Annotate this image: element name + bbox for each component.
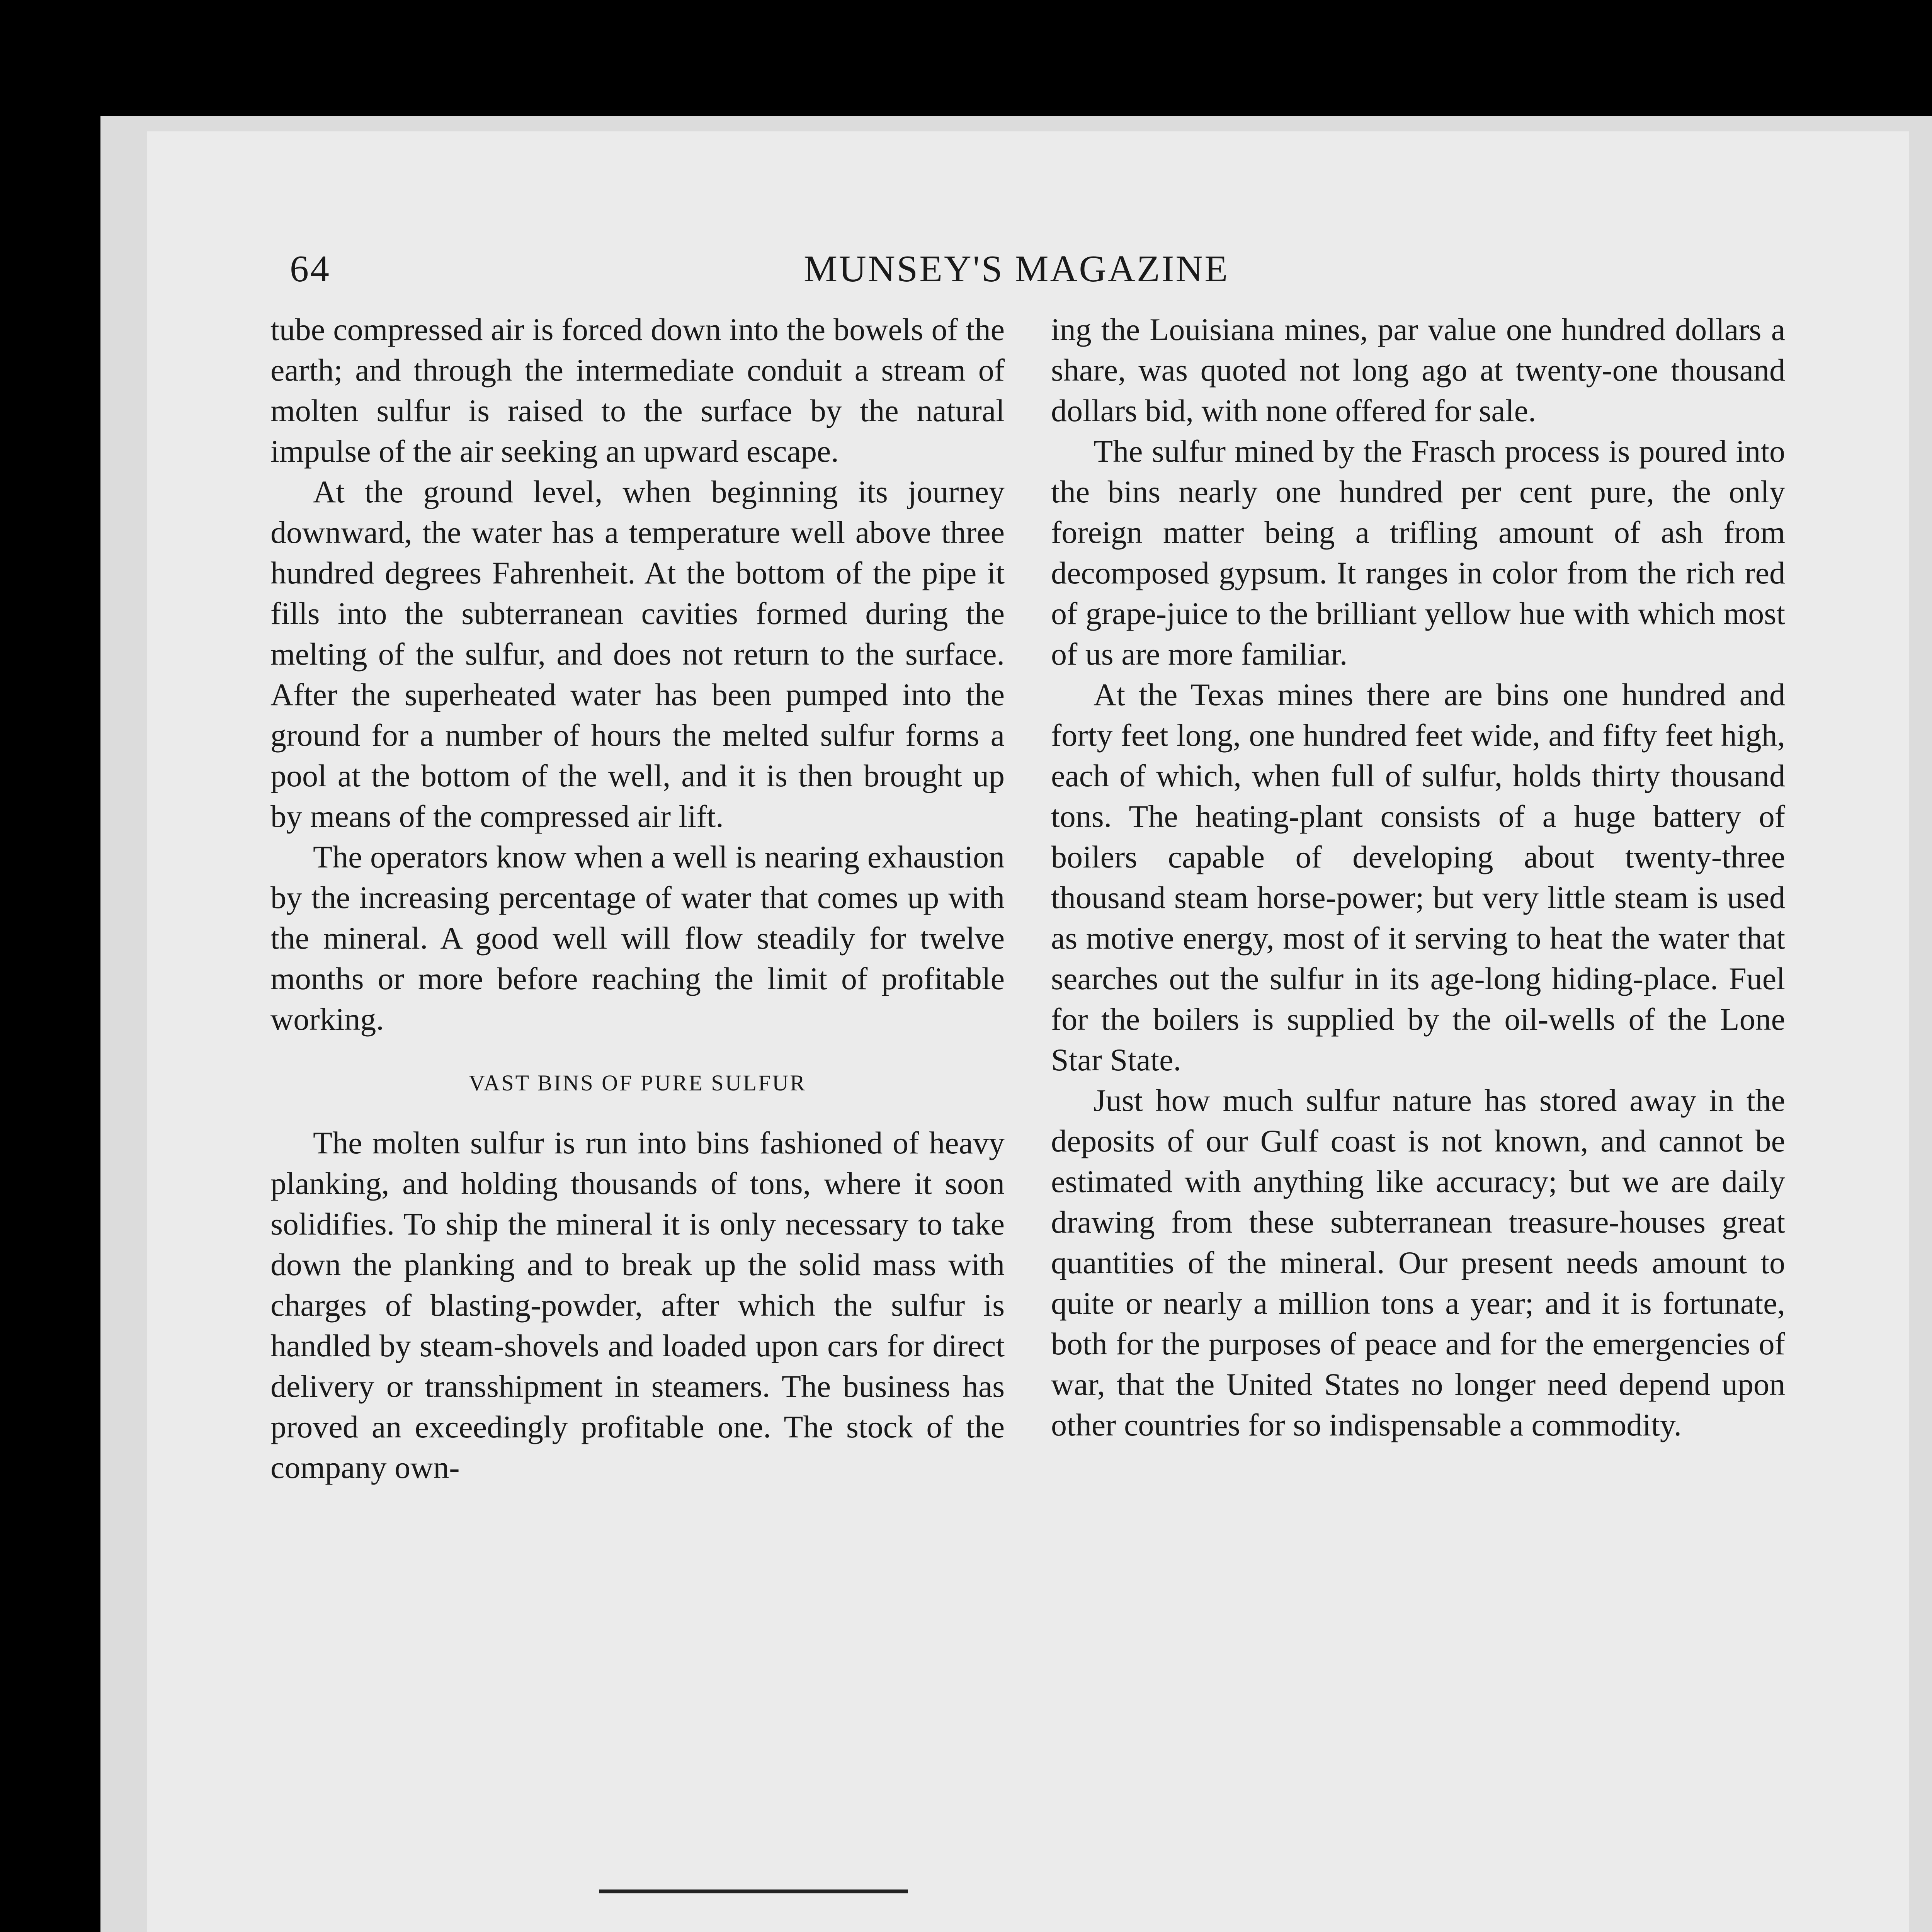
running-head: [270, 247, 1816, 309]
article-columns: [270, 309, 1816, 1924]
section-divider: [599, 1889, 908, 1893]
section-heading: VAST BINS OF PURE SULFUR: [469, 1070, 806, 1095]
paragraph: tube compressed air is forced down into the bowels of the earth; and through the intermediate conduit a stream of molten sulfur is raised to the surface by the natural impulse of the air seeking an upward escape.: [270, 312, 1005, 469]
right-column: [1051, 309, 1785, 1445]
paragraph: The sulfur mined by the Frasch process is poured into the bins nearly one hundred per cent pure, the only foreign matter being a trifling amount of ash from decomposed gypsum. It ranges in color from the rich red of grape-juice to the brilliant yellow hue with which most of us are more familiar.: [1051, 434, 1785, 672]
page-content: [270, 247, 1816, 1924]
left-column: [270, 309, 1005, 1488]
magazine-title: MUNSEY'S MAGAZINE: [804, 248, 1230, 290]
paragraph: The molten sulfur is run into bins fashioned of heavy planking, and holding thousands of tons, where it soon solidifies. To ship the mineral it is only necessary to take down the planking and to break up the solid mass with charges of blasting-powder, after which the sulfur is handled by steam-shovels and loaded upon cars for direct delivery or transshipment in steamers. The business has proved an exceedingly profitable one. The stock of the company own-: [270, 1125, 1005, 1485]
paragraph: At the Texas mines there are bins one hundred and forty feet long, one hundred feet wide, and fifty feet high, each of which, when full of sulfur, holds thirty thousand tons. The heating-plant consists of a huge battery of boilers capable of developing about twenty-three thousand steam horse-power; but very little steam is used as motive energy, most of it serving to heat the water that searches out the sulfur in its age-long hiding-place. Fuel for the boilers is supplied by the oil-wells of the Lone Star State.: [1051, 677, 1785, 1077]
paragraph: The operators know when a well is nearing exhaustion by the increasing percentage of water that comes up with the mineral. A good well will flow steadily for twelve months or more before reaching the limit of profitable working.: [270, 839, 1005, 1037]
paragraph: Just how much sulfur nature has stored away in the deposits of our Gulf coast is not known, and cannot be estimated with anything like accuracy; but we are daily drawing from these subterranean treasure-houses great quantities of the mineral. Our present needs amount to quite or nearly a million tons a year; and it is fortunate, both for the purposes of peace and for the emergencies of war, that the United States no longer need depend upon other countries for so indispensable a commodity.: [1051, 1083, 1785, 1442]
paragraph: At the ground level, when beginning its journey downward, the water has a temperature well above three hundred degrees Fahrenheit. At the bottom of the pipe it fills into the subterranean cavities formed during the melting of the sulfur, and does not return to the surface. After the superheated water has been pumped into the ground for a number of hours the melted sulfur forms a pool at the bottom of the well, and it is then brought up by means of the compressed air lift.: [270, 474, 1005, 834]
paragraph: ing the Louisiana mines, par value one hundred dollars a share, was quoted not long ago at twenty-one thousand dollars bid, with none offered for sale.: [1051, 312, 1785, 428]
page-number: 64: [290, 248, 331, 290]
